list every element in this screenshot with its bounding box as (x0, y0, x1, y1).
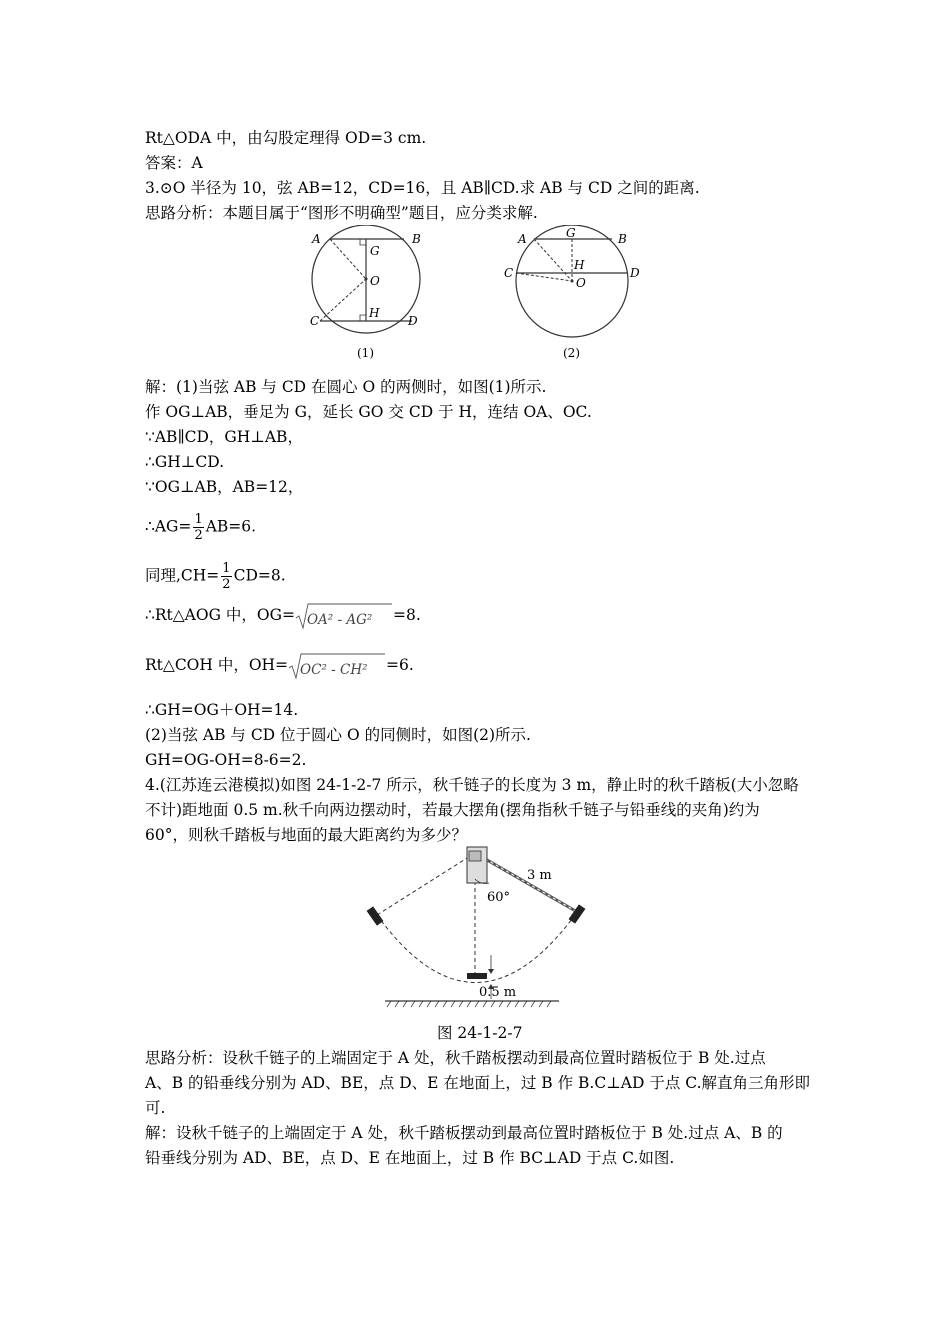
fraction-half: $\frac{1}{2}$ (194, 512, 203, 543)
label-H: H (369, 306, 380, 320)
square-root: OC² - CH² (288, 651, 386, 681)
label-B: B (618, 232, 627, 246)
text-segment: 同理,CH= (145, 566, 220, 585)
problem-3: 3.⊙O 半径为 10，弦 AB=12，CD=16，且 AB∥CD.求 AB 与 CD 之间的距离. (145, 179, 700, 197)
text-segment: Rt△COH 中，OH= (145, 656, 289, 674)
circle-figure-1 (300, 225, 440, 365)
text-line: Rt△ODA 中，由勾股定理得 OD=3 cm. (145, 129, 427, 147)
square-root: OA² - AG² (295, 601, 393, 631)
label-C: C (504, 266, 514, 280)
problem-4: 60°，则秋千踏板与地面的最大距离约为多少？ (145, 826, 467, 844)
label-A: A (518, 232, 527, 246)
figure-caption: 图 24-1-2-7 (437, 1024, 523, 1042)
solution-4: 解：设秋千链子的上端固定于 A 处，秋千踏板摆动到最高位置时踏板位于 B 处.过点 A、B 的 (145, 1124, 783, 1142)
label-D: D (630, 266, 640, 280)
text-segment: CD=8. (233, 566, 286, 585)
label-O: O (576, 276, 586, 290)
solution-line-fraction (145, 561, 286, 592)
solution-line-fraction (145, 512, 256, 543)
solution-line: (2)当弦 AB 与 CD 位于圆心 O 的同侧时，如图(2)所示. (145, 726, 531, 744)
text-segment: =8. (392, 606, 421, 624)
solution-line: 作 OG⊥AB，垂足为 G，延长 GO 交 CD 于 H，连结 OA、OC. (145, 403, 592, 421)
text-segment: AB=6. (205, 517, 257, 536)
text-segment: ∴AG= (145, 517, 192, 536)
label-O: O (370, 274, 380, 288)
swing-figure (355, 845, 595, 1015)
problem-4: 4.(江苏连云港模拟)如图 24-1-2-7 所示，秋千链子的长度为 3 m，静止时的秋千踏板(大小忽略 (145, 776, 799, 794)
solution-line: ∴GH⊥CD. (145, 453, 224, 471)
height-label: 0.5 m (479, 985, 517, 1000)
analysis-4: 可. (145, 1099, 166, 1117)
solution-line: GH=OG-OH=8-6=2. (145, 751, 307, 769)
angle-label: 60° (487, 890, 511, 905)
solution-line: ∵OG⊥AB，AB=12， (145, 478, 304, 496)
label-A: A (312, 232, 321, 246)
solution-4: 铅垂线分别为 AD、BE，点 D、E 在地面上，过 B 作 BC⊥AD 于点 C.如图. (145, 1149, 675, 1167)
circle-figure-2 (500, 225, 650, 365)
problem-4: 不计)距地面 0.5 m.秋千向两边摆动时，若最大摆角(摆角指秋千链子与铅垂线的夹角)约为 (145, 801, 760, 819)
text-segment: =6. (386, 656, 414, 674)
solution-line: ∴GH=OG＋OH=14. (145, 701, 299, 719)
caption-1: (1) (357, 346, 374, 360)
answer-line: 答案：A (145, 154, 203, 172)
analysis-3: 思路分析：本题目属于“图形不明确型”题目，应分类求解. (145, 204, 538, 222)
label-H: H (574, 258, 585, 272)
label-D: D (408, 314, 418, 328)
solution-line-sqrt (145, 651, 414, 681)
caption-2: (2) (563, 346, 580, 360)
label-B: B (412, 232, 421, 246)
label-C: C (310, 314, 320, 328)
analysis-4: 思路分析：设秋千链子的上端固定于 A 处，秋千踏板摆动到最高位置时踏板位于 B 处.过点 (145, 1049, 766, 1067)
solution-line: ∵AB∥CD，GH⊥AB， (145, 428, 303, 446)
fraction-half: $\frac{1}{2}$ (222, 561, 231, 592)
label-G: G (566, 226, 576, 240)
solution-line: 解：(1)当弦 AB 与 CD 在圆心 O 的两侧时，如图(1)所示. (145, 378, 547, 396)
label-G: G (370, 244, 380, 258)
text-segment: ∴Rt△AOG 中，OG= (145, 606, 295, 624)
analysis-4: A、B 的铅垂线分别为 AD、BE，点 D、E 在地面上，过 B 作 B.C⊥AD 于点 C.解直角三角形即 (145, 1074, 810, 1092)
solution-line-sqrt (145, 601, 421, 631)
chain-length-label: 3 m (527, 868, 552, 883)
